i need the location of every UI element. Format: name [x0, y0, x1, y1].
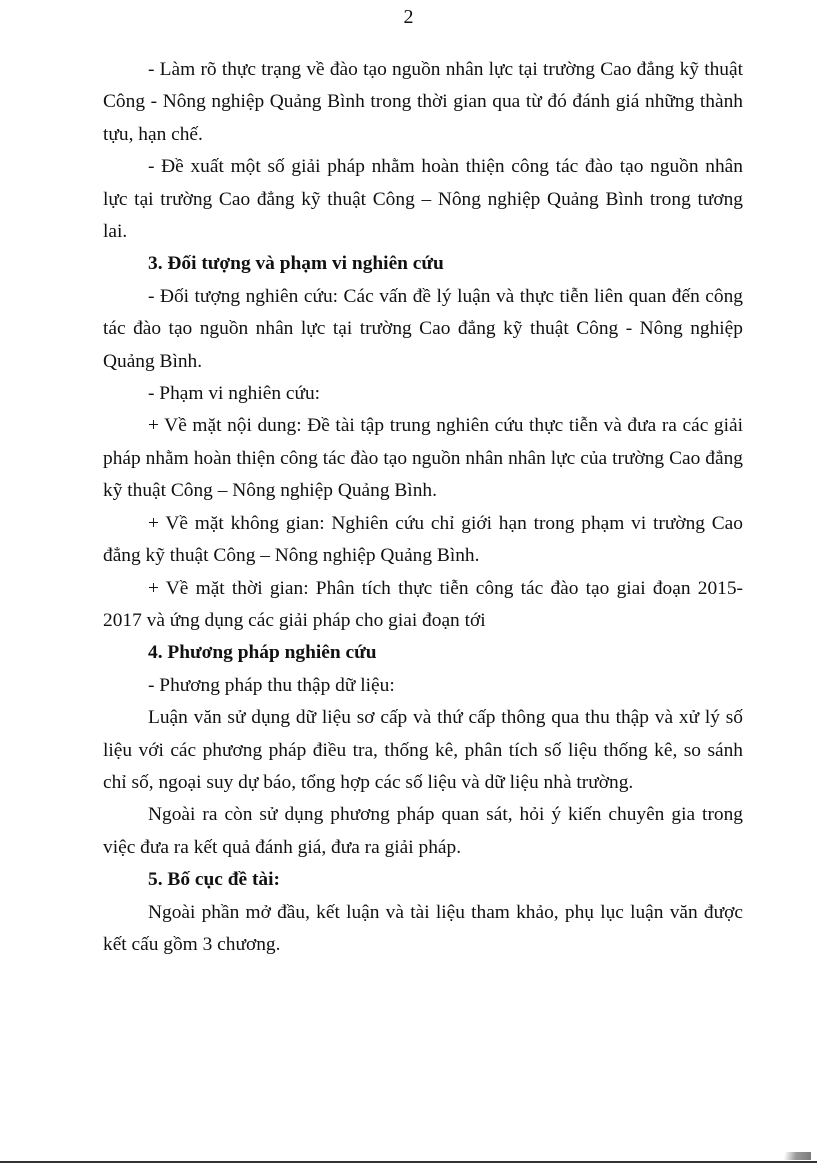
data-collection-method: - Phương pháp thu thập dữ liệu:	[148, 674, 395, 696]
scope-content: + Về mặt nội dung: Đề tài tập trung nghiên cứu thực tiễn và đưa ra các giải pháp nhằm hoàn thiện công tác đào tạo nguồn nhân nhân lực của trường Cao đẳng kỹ thuật Công – Nông nghiệp Quảng Bình.	[103, 415, 743, 502]
objective-current-state: - Làm rõ thực trạng về đào tạo nguồn nhân lực tại trường Cao đẳng kỹ thuật Công - Nông nghiệp Quảng Bình trong thời gian qua từ đó đánh giá những thành tựu, hạn chế.	[103, 59, 743, 145]
heading-section-3: 3. Đối tượng và phạm vi nghiên cứu	[148, 253, 444, 275]
objective-solutions: - Đề xuất một số giải pháp nhằm hoàn thiện công tác đào tạo nguồn nhân lực tại trường Cao đẳng kỹ thuật Công – Nông nghiệp Quảng Bình trong tương lai.	[103, 156, 743, 243]
heading-section-5: 5. Bố cục đề tài:	[148, 869, 280, 891]
scope-space: + Về mặt không gian: Nghiên cứu chỉ giới hạn trong phạm vi trường Cao đẳng kỹ thuật Công – Nông nghiệp Quảng Bình.	[103, 512, 743, 567]
research-object: - Đối tượng nghiên cứu: Các vấn đề lý luận và thực tiễn liên quan đến công tác đào tạo nguồn nhân lực tại trường Cao đẳng kỹ thuật Công - Nông nghiệp Quảng Bình.	[103, 285, 743, 372]
heading-section-4: 4. Phương pháp nghiên cứu	[148, 642, 377, 664]
observation-method: Ngoài ra còn sử dụng phương pháp quan sát, hỏi ý kiến chuyên gia trong việc đưa ra kết quả đánh giá, đưa ra giải pháp.	[103, 804, 743, 858]
scope-time: + Về mặt thời gian: Phân tích thực tiễn công tác đào tạo giai đoạn 2015-2017 và ứng dụng các giải pháp cho giai đoạn tới	[103, 577, 743, 631]
data-sources: Luận văn sử dụng dữ liệu sơ cấp và thứ cấp thông qua thu thập và xử lý số liệu với các phương pháp điều tra, thống kê, phân tích số liệu thống kê, so sánh chỉ số, ngoại suy dự báo, tổng hợp các số liệu và dữ liệu nhà trường.	[103, 707, 743, 793]
scan-edge-mark	[773, 1152, 811, 1160]
bottom-rule	[0, 1161, 817, 1163]
page-number: 2	[403, 6, 414, 28]
research-scope: - Phạm vi nghiên cứu:	[148, 383, 321, 405]
document-body	[103, 54, 743, 961]
thesis-structure: Ngoài phần mở đầu, kết luận và tài liệu tham khảo, phụ lục luận văn được kết cấu gồm 3 chương.	[103, 901, 743, 955]
